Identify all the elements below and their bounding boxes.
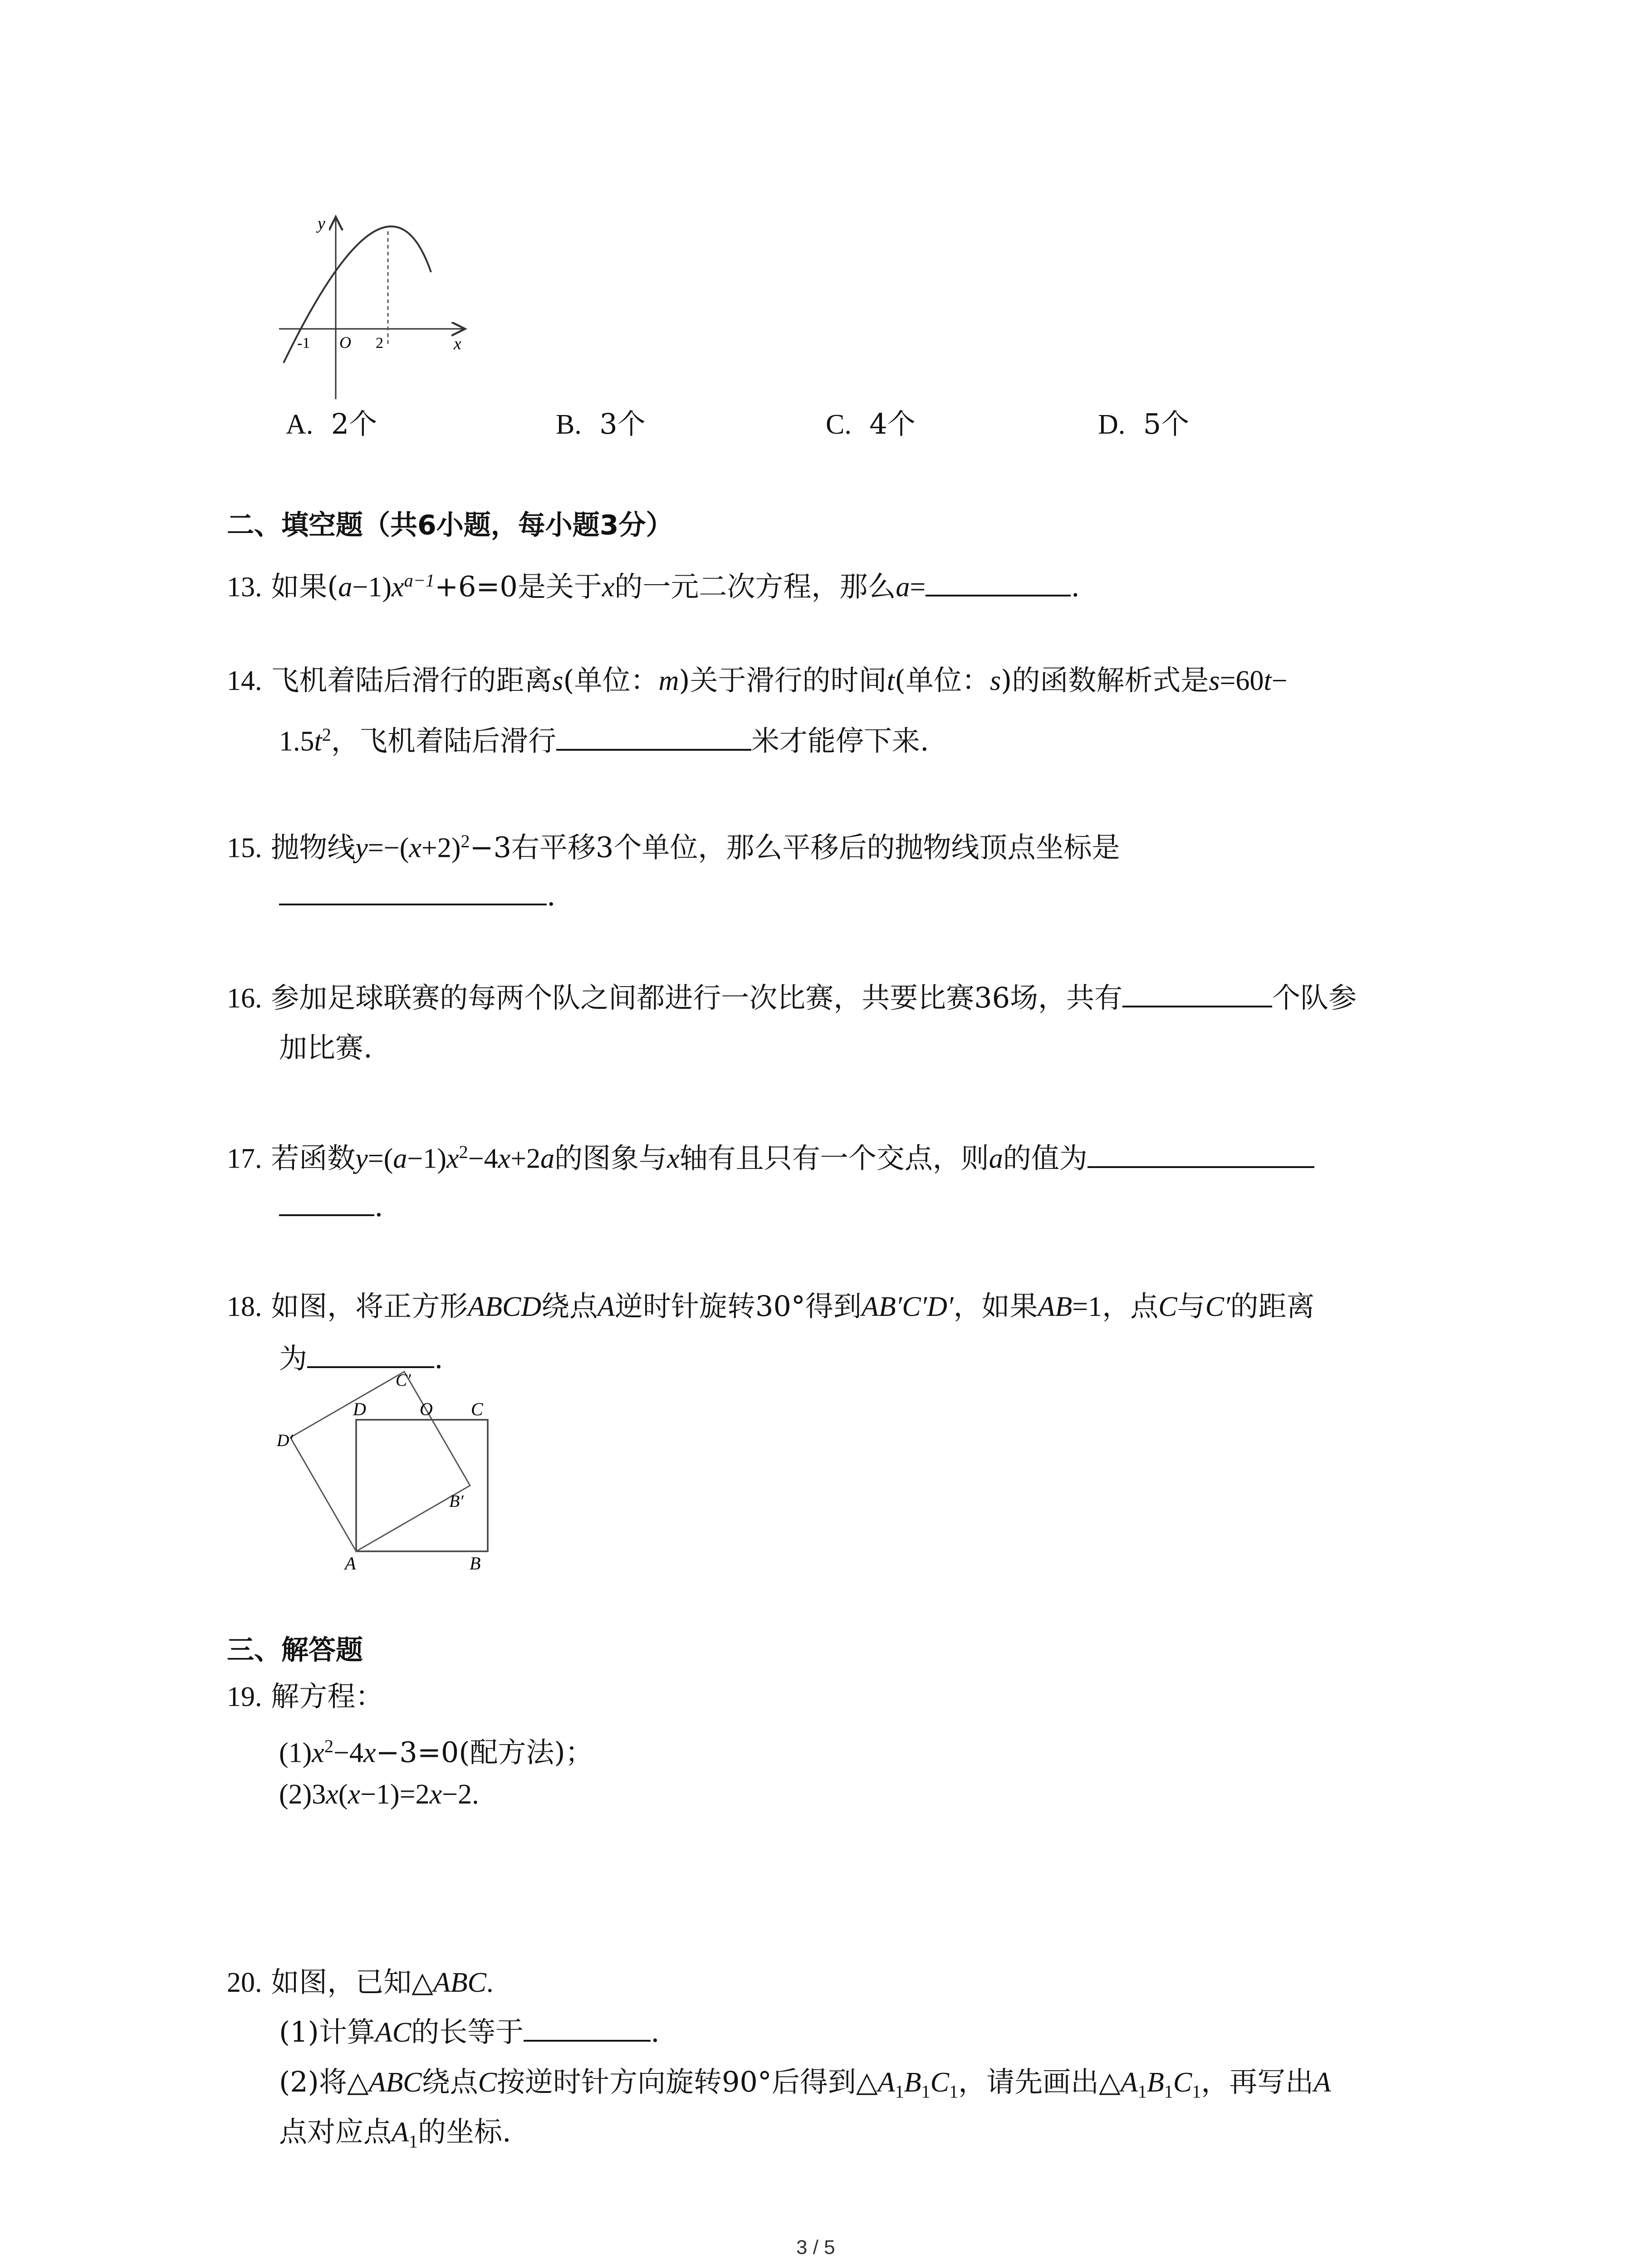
q20-subscript: 1 [949, 2081, 959, 2102]
option-a[interactable] [286, 401, 377, 442]
q14-text: 1.5 [279, 726, 314, 757]
q14-exponent: 2 [322, 724, 331, 745]
option-d-letter: D. [1098, 409, 1126, 440]
q20-text: (1)计算 [279, 2015, 375, 2048]
q20-subscript: 1 [408, 2131, 418, 2152]
q20-text: . [651, 2015, 660, 2048]
q20-subscript: 1 [1137, 2081, 1147, 2102]
q15-var: x [409, 832, 421, 864]
q16-text: 个队参 [1272, 981, 1357, 1014]
q19-text: −1)=2 [360, 1779, 430, 1810]
q14-text: 飞机着陆后滑行的距离 [271, 664, 553, 697]
option-a-letter: A. [286, 409, 314, 440]
square-ab-c-d-rotated [290, 1372, 470, 1551]
q17-text: . [374, 1190, 383, 1223]
q19-var: x [312, 1737, 324, 1769]
q17-exponent: 2 [459, 1142, 468, 1162]
q20-var: ABC [368, 2067, 422, 2098]
q20-var: C [478, 2067, 497, 2098]
q19-text: 解方程： [271, 1680, 384, 1713]
option-d-text: 5个 [1143, 407, 1190, 440]
q20-var: A [877, 2067, 895, 2098]
q20-subscript: 1 [1164, 2081, 1173, 2102]
graph-label-x: x [454, 334, 461, 353]
square-abcd [356, 1420, 488, 1551]
question-18 [227, 1288, 1315, 1325]
graph-label-2: 2 [376, 335, 383, 352]
q14-text: )关于滑行的时间 [679, 664, 887, 697]
q17-text: 若函数 [271, 1141, 356, 1175]
graph-label-o: O [339, 333, 351, 352]
q17-text: −4 [468, 1143, 498, 1174]
q18-var: A [598, 1291, 615, 1322]
q18-text: 如图，将正方形 [271, 1290, 468, 1323]
q14-text: 米才能停下来. [751, 724, 929, 758]
q15-answer-blank[interactable] [279, 878, 547, 905]
q20-text: 绕点 [421, 2065, 478, 2098]
option-a-text: 2个 [331, 407, 377, 440]
q18-text: 与 [1177, 1290, 1205, 1323]
q20-answer-blank[interactable] [524, 2014, 651, 2042]
q19-var: x [429, 1779, 442, 1810]
q20-var: B [1146, 2067, 1164, 2098]
q17-answer-blank-cont[interactable] [279, 1189, 374, 1216]
q20-subscript: 1 [1192, 2081, 1201, 2102]
q19-number: 19. [227, 1681, 262, 1712]
q17-var: a [989, 1143, 1003, 1174]
q14-text: =60 [1220, 665, 1264, 696]
q20-var: A [1120, 2067, 1138, 2098]
q20-var: A [392, 2117, 409, 2148]
fig18-label-d-prime: D′ [277, 1431, 293, 1450]
q17-var: y [355, 1143, 368, 1174]
q14-var: t [887, 665, 895, 696]
q18-text: . [434, 1342, 443, 1375]
question-14 [227, 662, 1288, 699]
q14-var: m [658, 665, 679, 696]
fig18-label-c: C [471, 1399, 483, 1419]
q14-number: 14. [227, 665, 262, 696]
q14-text: (单位： [894, 664, 990, 697]
fig18-label-b-prime: B′ [449, 1492, 464, 1511]
q13-var: x [602, 572, 615, 603]
q17-var: x [446, 1143, 459, 1174]
q13-var: a [338, 572, 353, 603]
question-19-part-2 [279, 1776, 479, 1813]
q20-text: . [486, 1967, 494, 1998]
q15-var: y [355, 832, 368, 864]
page-number: 3 / 5 [796, 2236, 835, 2258]
q13-text: −1) [352, 572, 392, 603]
rotated-square-figure [277, 1365, 504, 1579]
q14-var: s [552, 665, 563, 696]
q14-text: (单位： [563, 664, 659, 697]
question-19-part-1 [279, 1728, 593, 1771]
q17-answer-blank[interactable] [1087, 1141, 1314, 1168]
q18-answer-blank[interactable] [307, 1341, 434, 1368]
q17-number: 17. [227, 1143, 262, 1174]
question-20-part-2 [279, 2064, 1331, 2110]
q19-text: −3=0(配方法)； [376, 1735, 593, 1769]
q19-var: x [348, 1779, 361, 1810]
q18-number: 18. [227, 1291, 262, 1322]
q20-text: 按逆时针方向旋转90°后得到△ [497, 2065, 878, 2098]
parabola-graph [272, 213, 476, 404]
q20-var: B [904, 2067, 921, 2098]
section-heading-fill-in: 二、填空题（共6小题，每小题3分） [227, 509, 673, 541]
question-17-line-2 [279, 1188, 383, 1225]
q13-text: +6=0是关于 [435, 570, 602, 603]
question-15-line-2 [279, 878, 556, 914]
question-14-line-2 [279, 717, 929, 760]
q14-text: − [1271, 665, 1288, 696]
q14-answer-blank[interactable] [556, 723, 751, 751]
q18-var: AB′C′D′ [861, 1291, 954, 1322]
q13-text: = [910, 572, 926, 603]
question-20-part-2-line-2 [279, 2114, 511, 2160]
q17-text: =( [367, 1143, 393, 1174]
q13-text: . [1071, 570, 1080, 603]
q19-var: x [326, 1779, 338, 1810]
q18-var: ABCD [468, 1291, 542, 1322]
q16-answer-blank[interactable] [1122, 980, 1272, 1007]
option-c[interactable] [826, 401, 916, 442]
q20-text: 如图，已知△ [271, 1965, 433, 1999]
q20-var: C [1173, 2067, 1192, 2098]
graph-label-neg1: -1 [297, 335, 310, 352]
question-16 [227, 980, 1357, 1017]
q20-subscript: 1 [895, 2081, 904, 2102]
q15-exponent: 2 [460, 831, 470, 851]
q18-text: 绕点 [541, 1290, 598, 1323]
q20-var: C [930, 2067, 949, 2098]
graph-label-y: y [318, 214, 325, 233]
q18-text: ，如果 [953, 1290, 1038, 1323]
q20-var: AC [375, 2017, 411, 2048]
q17-var: x [667, 1143, 680, 1174]
option-b[interactable] [556, 401, 646, 442]
q16-text: 加比赛. [279, 1031, 372, 1064]
q20-subscript: 1 [921, 2081, 931, 2102]
q13-number: 13. [227, 572, 262, 603]
q18-text: 的距离 [1230, 1290, 1315, 1323]
fig18-label-o: O [420, 1399, 433, 1419]
question-16-line-2 [279, 1030, 372, 1066]
q13-answer-blank[interactable] [926, 569, 1071, 596]
q17-text: 的图象与 [554, 1141, 667, 1175]
q20-text: ，请先画出△ [958, 2065, 1121, 2098]
q17-var: a [540, 1143, 555, 1174]
option-c-letter: C. [826, 409, 852, 440]
q15-text: −3右平移3个单位，那么平移后的抛物线顶点坐标是 [470, 831, 1120, 864]
q15-text: . [547, 879, 556, 912]
option-b-letter: B. [556, 409, 582, 440]
q14-text: )的函数解析式是 [1001, 664, 1209, 697]
q16-text: 参加足球联赛的每两个队之间都进行一次比赛，共要比赛36场，共有 [271, 981, 1123, 1014]
question-13 [227, 562, 1080, 606]
q18-var: AB [1038, 1291, 1073, 1322]
q15-text: =−( [367, 832, 409, 864]
q19-text: −2. [442, 1779, 479, 1810]
question-19 [227, 1678, 383, 1715]
q20-var: A [1313, 2067, 1331, 2098]
q17-var: a [393, 1143, 407, 1174]
q20-text: 的长等于 [411, 2015, 524, 2048]
q13-var: x [392, 572, 404, 603]
q15-number: 15. [227, 832, 262, 864]
fig18-label-a: A [345, 1553, 356, 1574]
q13-text: 的一元二次方程，那么 [614, 570, 896, 603]
q17-var: x [498, 1143, 511, 1174]
q13-var: a [896, 572, 910, 603]
q19-var: x [363, 1737, 376, 1769]
option-b-text: 3个 [599, 407, 646, 440]
q14-var: t [314, 726, 322, 757]
q17-text: 轴有且只有一个交点，则 [679, 1141, 989, 1175]
question-20 [227, 1964, 494, 2001]
q14-var: s [990, 665, 1001, 696]
q20-number: 20. [227, 1967, 262, 1998]
question-17 [227, 1134, 1314, 1177]
q18-var: C′ [1205, 1291, 1230, 1322]
q13-text: 如果( [271, 570, 338, 603]
fig18-label-d: D [353, 1399, 366, 1419]
q19-text: (2)3 [279, 1779, 326, 1810]
q18-var: C [1158, 1291, 1177, 1322]
q17-text: −1) [407, 1143, 447, 1174]
q16-number: 16. [227, 983, 262, 1014]
q19-exponent: 2 [324, 1736, 333, 1756]
q14-text: ，飞机着陆后滑行 [331, 724, 556, 758]
q18-text: 为 [279, 1342, 308, 1375]
q20-var: ABC [433, 1967, 487, 1998]
q20-text: ，再写出 [1201, 2065, 1314, 2098]
option-c-text: 4个 [869, 407, 916, 440]
option-d[interactable] [1098, 401, 1189, 442]
q14-var: t [1264, 665, 1272, 696]
q19-text: −4 [333, 1737, 363, 1769]
q17-text: +2 [510, 1143, 541, 1174]
q19-text: ( [338, 1779, 348, 1810]
q13-exponent: a−1 [404, 570, 435, 591]
section-heading-answer: 三、解答题 [227, 1634, 363, 1666]
q20-text: (2)将△ [279, 2065, 369, 2098]
q18-text: =1，点 [1072, 1291, 1159, 1322]
q20-text: 的坐标. [418, 2115, 511, 2148]
q15-text: +2) [421, 832, 461, 864]
q14-var: s [1209, 665, 1220, 696]
fig18-label-c-prime: C′ [396, 1371, 411, 1390]
fig18-label-b: B [470, 1553, 481, 1574]
q20-text: 点对应点 [279, 2115, 392, 2148]
question-15 [227, 823, 1120, 866]
q17-text: 的值为 [1003, 1141, 1087, 1175]
q15-text: 抛物线 [271, 831, 356, 864]
q18-text: 逆时针旋转30°得到 [615, 1290, 862, 1323]
question-20-part-1 [279, 2014, 660, 2051]
q19-text: (1) [279, 1737, 312, 1769]
